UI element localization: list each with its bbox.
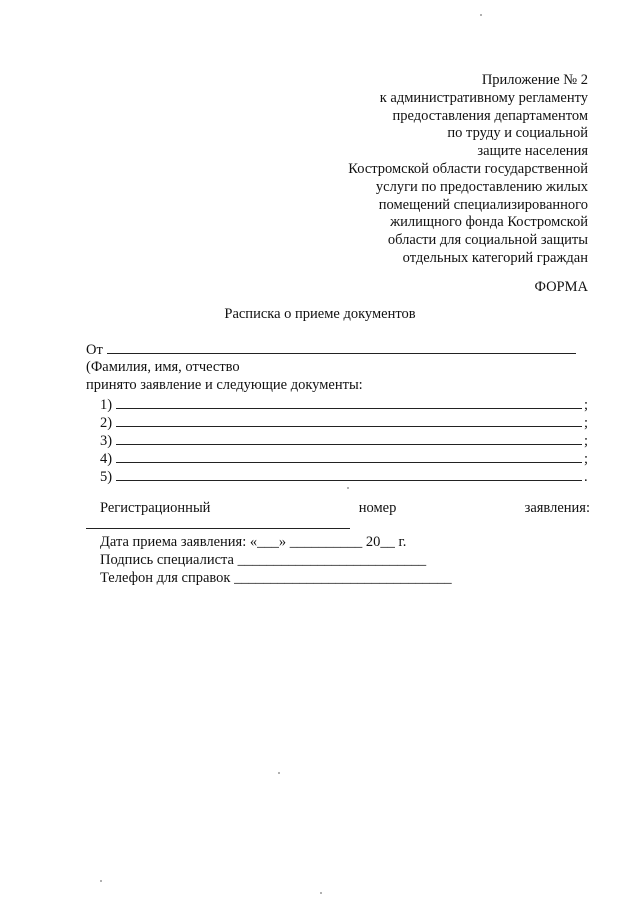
document-punct: . — [584, 469, 588, 485]
document-number: 3) — [100, 433, 113, 449]
header-line: Костромской области государственной — [348, 160, 588, 177]
accepted-label: принято заявление и следующие документы: — [86, 377, 363, 393]
appendix-header — [288, 72, 588, 268]
document-blank-line — [116, 413, 582, 427]
document-punct: ; — [584, 451, 589, 467]
date-month-blank: __________ — [289, 534, 363, 550]
document-blank-line — [116, 431, 582, 445]
header-line: жилищного фонда Костромской — [390, 214, 588, 231]
phone-blank: ______________________________ — [234, 570, 452, 586]
phone-label: Телефон для справок — [100, 570, 231, 586]
date-year-prefix: 20 — [365, 534, 381, 550]
registration-row — [100, 500, 590, 517]
header-line: предоставления департаментом — [392, 107, 588, 124]
from-blank-line — [107, 341, 576, 354]
scan-speck — [480, 14, 482, 16]
signature-row — [100, 552, 426, 569]
header-line: Приложение № 2 — [481, 72, 588, 88]
header-line: по труду и социальной — [447, 125, 588, 142]
document-blank-line — [116, 449, 582, 463]
document-number: 5) — [100, 469, 113, 485]
registration-word: заявления: — [524, 500, 590, 516]
document-row — [100, 467, 590, 486]
registration-blank-line — [86, 528, 350, 529]
document-title: Расписка о приеме документов — [224, 306, 416, 322]
date-day-blank: ___ — [257, 534, 279, 550]
document-blank-line — [116, 395, 582, 409]
scan-speck — [100, 880, 102, 882]
document-number: 2) — [100, 415, 113, 431]
document-blank-line — [116, 467, 582, 481]
date-row — [100, 534, 406, 551]
date-close-quote: » — [278, 534, 287, 550]
form-label: ФОРМА — [534, 279, 588, 295]
header-line: защите населения — [477, 143, 588, 160]
document-row — [100, 395, 590, 414]
signature-label: Подпись специалиста — [100, 552, 234, 568]
registration-word: Регистрационный — [100, 500, 211, 516]
document-number: 4) — [100, 451, 113, 467]
from-row — [86, 341, 576, 359]
document-punct: ; — [584, 433, 589, 449]
scan-speck — [347, 487, 349, 489]
registration-word: номер — [358, 500, 397, 516]
signature-blank: __________________________ — [237, 552, 427, 568]
document-punct: ; — [584, 397, 589, 413]
phone-row — [100, 570, 452, 587]
date-label: Дата приема заявления: « — [100, 534, 258, 550]
header-line: услуги по предоставлению жилых — [375, 178, 588, 195]
date-year-blank: __ — [380, 534, 395, 550]
from-label: От — [86, 342, 103, 358]
header-line: помещений специализированного — [378, 196, 588, 213]
document-punct: ; — [584, 415, 589, 431]
header-line: к административному регламенту — [379, 89, 588, 106]
document-row — [100, 413, 590, 432]
scan-speck — [320, 892, 322, 894]
document-row — [100, 449, 590, 468]
scan-speck — [278, 772, 280, 774]
fio-label: (Фамилия, имя, отчество — [86, 359, 240, 375]
date-suffix: г. — [398, 534, 407, 550]
header-line: области для социальной защиты — [387, 232, 588, 249]
document-row — [100, 431, 590, 450]
header-line: отдельных категорий граждан — [402, 249, 588, 266]
document-number: 1) — [100, 397, 113, 413]
